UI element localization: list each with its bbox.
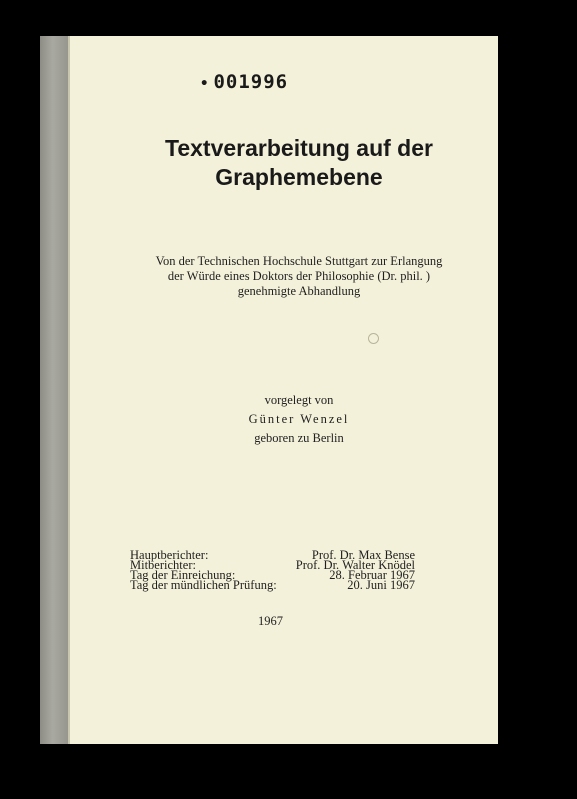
subtitle-line-3: genehmigte Abhandlung — [237, 284, 361, 298]
inventory-stamp — [200, 71, 288, 93]
page-title — [100, 134, 498, 192]
examiner-row — [130, 578, 415, 592]
title-line-1: Textverarbeitung auf der — [165, 135, 433, 161]
stamp-number: 001996 — [213, 71, 289, 93]
dissertation-statement — [100, 254, 498, 299]
examiner-value: 28. Februar 1967 — [329, 568, 415, 582]
publication-year: 1967 — [258, 614, 283, 628]
examiner-value: Prof. Dr. Walter Knödel — [295, 558, 415, 572]
author-block — [100, 391, 498, 448]
stamp-bullet: • — [200, 76, 210, 92]
book-cover — [40, 36, 498, 744]
subtitle-line-1: Von der Technischen Hochschule Stuttgart zur Erlangung — [155, 254, 443, 268]
examiner-label: Tag der mündlichen Prüfung: — [130, 578, 277, 592]
examiner-label: Mitberichter: — [130, 558, 196, 572]
spine-edge — [68, 36, 70, 744]
examiner-label: Tag der Einreichung: — [130, 568, 236, 582]
examiner-value: Prof. Dr. Max Bense — [311, 548, 415, 562]
examiner-label: Hauptberichter: — [130, 548, 209, 562]
author-name: Günter Wenzel — [248, 412, 350, 426]
book-spine — [40, 36, 68, 744]
presented-by: vorgelegt von — [264, 393, 334, 407]
paper-mark — [368, 333, 379, 344]
birthplace: geboren zu Berlin — [254, 431, 344, 445]
examiner-value: 20. Juni 1967 — [347, 578, 415, 592]
subtitle-line-2: der Würde eines Doktors der Philosophie (Dr. phil. ) — [167, 269, 431, 283]
examiners-list — [130, 548, 415, 592]
title-line-2: Graphemebene — [215, 164, 383, 190]
